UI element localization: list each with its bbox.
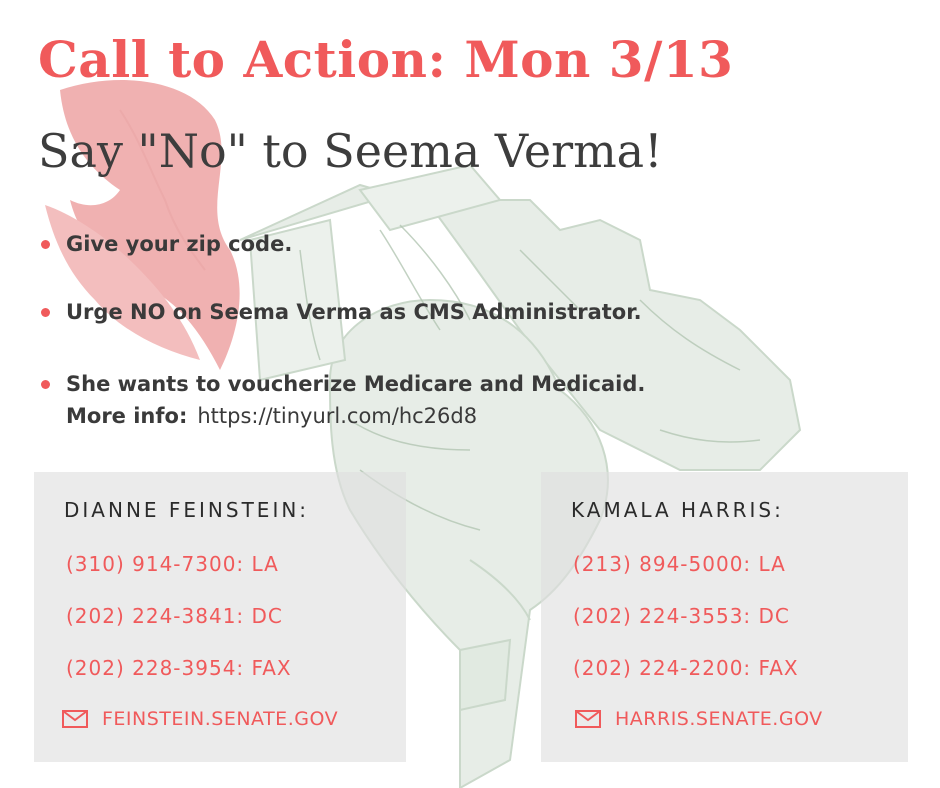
- bullet-dot-icon: [41, 308, 50, 317]
- website-link[interactable]: [62, 708, 338, 730]
- phone-number-fax[interactable]: (202) 228-3954: FAX: [66, 656, 292, 680]
- list-item: [38, 296, 642, 328]
- more-info-link[interactable]: https://tinyurl.com/hc26d8: [197, 404, 478, 428]
- bullet-text: She wants to voucherize Medicare and Medicaid.: [66, 372, 646, 396]
- senator-name: DIANNE FEINSTEIN:: [64, 498, 310, 522]
- page-subtitle: Say "No" to Seema Verma!: [38, 124, 663, 178]
- website-link[interactable]: [575, 708, 823, 730]
- page-title: Call to Action: Mon 3/13: [38, 30, 734, 89]
- more-info-line: [66, 400, 645, 432]
- list-item: [38, 228, 292, 260]
- phone-number-fax[interactable]: (202) 224-2200: FAX: [573, 656, 799, 680]
- mail-icon: [62, 710, 88, 728]
- phone-number-dc[interactable]: (202) 224-3553: DC: [573, 604, 790, 628]
- list-item: [38, 368, 645, 432]
- phone-number-la[interactable]: (310) 914-7300: LA: [66, 552, 279, 576]
- contact-panel-feinstein: [34, 472, 406, 762]
- phone-number-dc[interactable]: (202) 224-3841: DC: [66, 604, 283, 628]
- website-text: HARRIS.SENATE.GOV: [615, 708, 823, 730]
- senator-name: KAMALA HARRIS:: [571, 498, 784, 522]
- more-info-label: More info:: [66, 404, 188, 428]
- bullet-text: Urge NO on Seema Verma as CMS Administrator.: [66, 300, 642, 324]
- website-text: FEINSTEIN.SENATE.GOV: [102, 708, 339, 730]
- bullet-dot-icon: [41, 380, 50, 389]
- bullet-dot-icon: [41, 240, 50, 249]
- mail-icon: [575, 710, 601, 728]
- bullet-text: Give your zip code.: [66, 232, 293, 256]
- contact-panel-harris: [541, 472, 908, 762]
- phone-number-la[interactable]: (213) 894-5000: LA: [573, 552, 786, 576]
